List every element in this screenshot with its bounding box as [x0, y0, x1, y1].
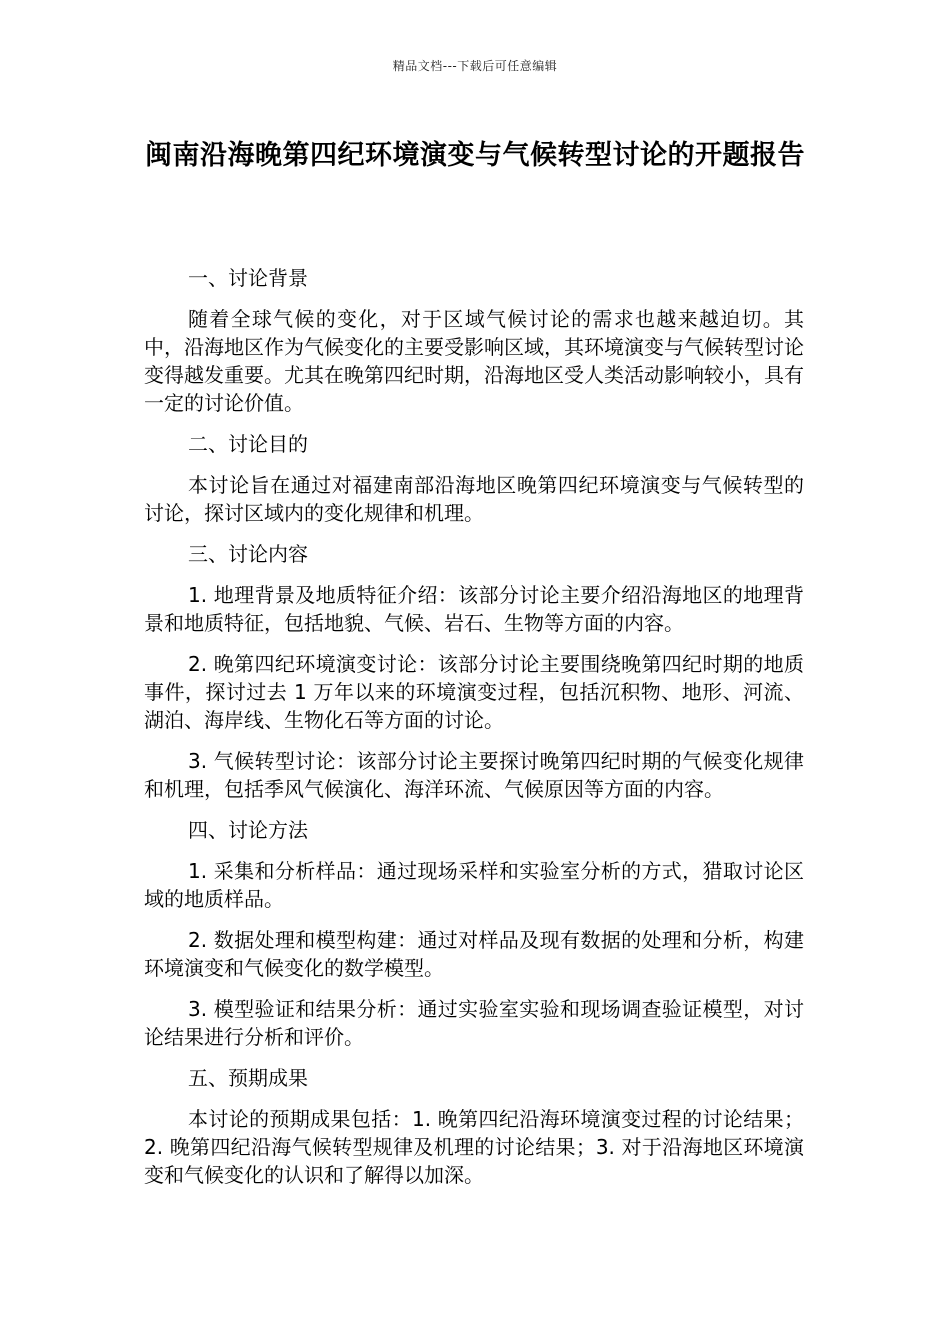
paragraph: 2. 晚第四纪环境演变讨论：该部分讨论主要围绕晚第四纪时期的地质事件，探讨过去 1 万年以来的环境演变过程，包括沉积物、地形、河流、湖泊、海岸线、生物化石等方面的讨论。	[144, 652, 804, 732]
paragraph: 2. 数据处理和模型构建：通过对样品及现有数据的处理和分析，构建环境演变和气候变化的数学模型。	[144, 928, 804, 980]
paragraph: 3. 模型验证和结果分析：通过实验室实验和现场调查验证模型，对讨论结果进行分析和评价。	[144, 997, 804, 1049]
section-heading: 一、讨论背景	[188, 266, 308, 290]
section-expected-results	[144, 1064, 804, 1189]
paragraph: 本讨论旨在通过对福建南部沿海地区晚第四纪环境演变与气候转型的讨论，探讨区域内的变化规律和机理。	[144, 473, 804, 525]
section-heading: 四、讨论方法	[188, 818, 308, 842]
paragraph: 1. 采集和分析样品：通过现场采样和实验室分析的方式，猎取讨论区域的地质样品。	[144, 859, 804, 911]
section-heading: 三、讨论内容	[188, 542, 308, 566]
paragraph: 3. 气候转型讨论：该部分讨论主要探讨晚第四纪时期的气候变化规律和机理，包括季风气候演化、海洋环流、气候原因等方面的内容。	[144, 749, 804, 801]
section-heading: 二、讨论目的	[188, 432, 308, 456]
page-header: 精品文档---下载后可任意编辑	[392, 59, 558, 73]
section-methods	[144, 816, 804, 1051]
paragraph: 本讨论的预期成果包括：1. 晚第四纪沿海环境演变过程的讨论结果；2. 晚第四纪沿海气候转型规律及机理的讨论结果；3. 对于沿海地区环境演变和气候变化的认识和了解得以加深。	[144, 1107, 804, 1187]
document-title: 闽南沿海晚第四纪环境演变与气候转型讨论的开题报告	[145, 140, 805, 171]
document-body	[144, 264, 804, 1202]
section-purpose	[144, 430, 804, 527]
section-background	[144, 264, 804, 417]
paragraph: 随着全球气候的变化，对于区域气候讨论的需求也越来越迫切。其中，沿海地区作为气候变化的主要受影响区域，其环境演变与气候转型讨论变得越发重要。尤其在晚第四纪时期，沿海地区受人类活动影响较小，具有一定的讨论价值。	[144, 307, 804, 415]
paragraph: 1. 地理背景及地质特征介绍：该部分讨论主要介绍沿海地区的地理背景和地质特征，包括地貌、气候、岩石、生物等方面的内容。	[144, 583, 804, 635]
section-content	[144, 540, 804, 803]
section-heading: 五、预期成果	[188, 1066, 308, 1090]
